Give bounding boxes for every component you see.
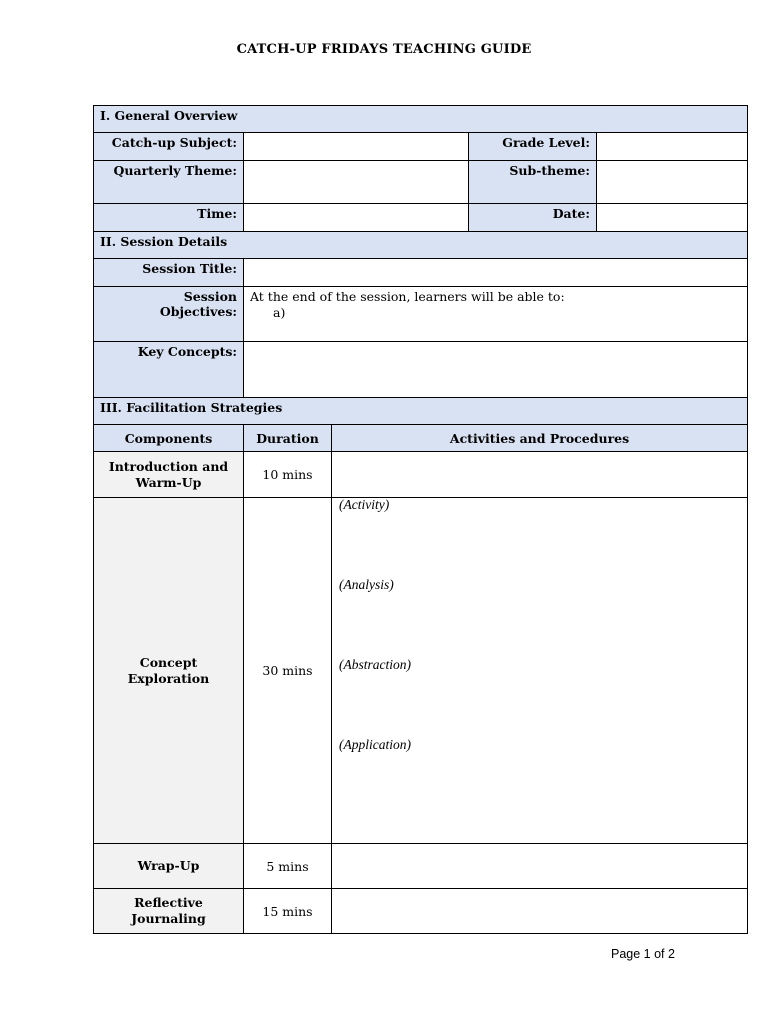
component-reflective-journaling (94, 889, 244, 934)
catch-up-subject-field[interactable] (244, 133, 469, 161)
date-label: Date: (469, 204, 597, 232)
sub-theme-field[interactable] (597, 161, 748, 204)
grade-level-field[interactable] (597, 133, 748, 161)
component-concept-exploration (94, 498, 244, 844)
key-concepts-label: Key Concepts: (94, 342, 244, 398)
catch-up-subject-label: Catch-up Subject: (94, 133, 244, 161)
document-title: CATCH-UP FRIDAYS TEACHING GUIDE (236, 42, 532, 57)
component-name-line2: Exploration (127, 670, 210, 686)
teaching-guide-table (93, 105, 748, 934)
session-objectives-field[interactable] (244, 287, 748, 342)
session-title-label: Session Title: (94, 259, 244, 287)
section-general-overview: I. General Overview (94, 106, 748, 133)
component-name-line1: Reflective (134, 895, 203, 910)
activities-introduction-field[interactable] (332, 452, 748, 498)
time-field[interactable] (244, 204, 469, 232)
component-wrap-up: Wrap-Up (94, 844, 244, 889)
duration-wrap-up: 5 mins (244, 844, 332, 889)
abstraction-placeholder: (Abstraction) (339, 657, 411, 672)
analysis-placeholder: (Analysis) (339, 577, 394, 592)
page-number: Page 1 of 2 (611, 947, 675, 961)
key-concepts-field[interactable] (244, 342, 748, 398)
quarterly-theme-field[interactable] (244, 161, 469, 204)
application-placeholder: (Application) (339, 737, 411, 752)
sub-theme-label: Sub-theme: (469, 161, 597, 204)
duration-introduction: 10 mins (244, 452, 332, 498)
quarterly-theme-label: Quarterly Theme: (94, 161, 244, 204)
component-name-line1: Introduction and (108, 458, 229, 474)
activities-wrap-up-field[interactable] (332, 844, 748, 889)
duration-reflective-journaling: 15 mins (244, 889, 332, 934)
activities-reflective-journaling-field[interactable] (332, 889, 748, 934)
component-name-line1: Concept (139, 654, 198, 670)
session-objectives-label (94, 287, 244, 342)
session-objectives-label-line1: Session (183, 289, 237, 304)
column-header-duration: Duration (244, 425, 332, 452)
time-label: Time: (94, 204, 244, 232)
column-header-activities: Activities and Procedures (332, 425, 748, 452)
component-name-line2: Warm-Up (135, 474, 202, 490)
grade-level-label: Grade Level: (469, 133, 597, 161)
duration-concept-exploration: 30 mins (244, 498, 332, 844)
objectives-intro-text: At the end of the session, learners will be able to: (250, 289, 565, 304)
section-facilitation-strategies: III. Facilitation Strategies (94, 398, 748, 425)
date-field[interactable] (597, 204, 748, 232)
objective-item-a: a) (273, 305, 286, 320)
activities-concept-exploration-field[interactable] (332, 498, 748, 844)
component-name-line2: Journaling (131, 911, 206, 926)
section-session-details: II. Session Details (94, 232, 748, 259)
component-introduction-warm-up (94, 452, 244, 498)
column-header-components: Components (94, 425, 244, 452)
session-title-field[interactable] (244, 259, 748, 287)
session-objectives-label-line2: Objectives: (159, 304, 237, 319)
activity-placeholder: (Activity) (339, 497, 390, 512)
